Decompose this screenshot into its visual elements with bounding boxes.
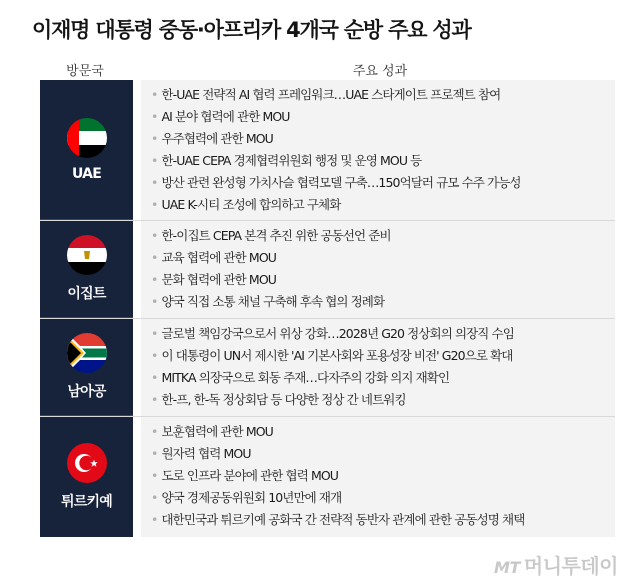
results-list [141,80,615,220]
list-item: • UAE K-시티 조성에 합의하고 구체화 [151,194,615,216]
list-item: • 이 대통령이 UN서 제시한 'AI 기본사회와 포용성장 비전' G20으로 확대 [151,345,615,367]
list-item: • 문화 협력에 관한 MOU [151,269,615,291]
table-row [40,417,615,537]
country-name: 남아공 [67,384,106,400]
watermark-name: 머니투데이 [523,554,618,578]
egypt-flag-icon [67,235,107,275]
uae-flag-icon [67,118,107,158]
results-list [141,319,615,416]
list-item: • 도로 인프라 분야에 관한 협력 MOU [151,465,615,487]
list-item: • 한-UAE 전략적 AI 협력 프레임워크…UAE 스타게이트 프로젝트 참여 [151,84,615,106]
results-list [141,417,615,537]
list-item: • MITKA 의장국으로 회동 주재…다자주의 강화 의지 재확인 [151,367,615,389]
country-cell [40,221,133,318]
country-column-header: 방문국 [66,64,104,79]
turkey-flag-icon [67,443,107,483]
results-list [141,221,615,318]
list-item: • AI 분야 협력에 관한 MOU [151,106,615,128]
page-title: 이재명 대통령 중동·아프리카 4개국 순방 주요 성과 [32,18,471,42]
list-item: • 보훈협력에 관한 MOU [151,421,615,443]
country-name: 튀르키예 [61,494,112,510]
country-name: UAE [72,165,101,182]
list-item: • 한-이집트 CEPA 본격 추진 위한 공동선언 준비 [151,225,615,247]
watermark-logo [494,550,618,579]
list-item: • 우주협력에 관한 MOU [151,128,615,150]
country-cell [40,319,133,416]
south-africa-flag-icon [67,333,107,373]
country-name: 이집트 [67,286,106,302]
list-item: • 방산 관련 완성형 가치사슬 협력모델 구축…150억달러 규모 수주 가능성 [151,172,615,194]
watermark-mark: MT [494,558,520,577]
list-item: • 양국 경제공동위원회 10년만에 재개 [151,487,615,509]
list-item: • 교육 협력에 관한 MOU [151,247,615,269]
table-row [40,319,615,417]
list-item: • 대한민국과 튀르키예 공화국 간 전략적 동반자 관계에 관한 공동성명 채택 [151,509,615,531]
results-column-header: 주요 성과 [352,64,408,79]
list-item: • 한-프, 한-독 정상회담 등 다양한 정상 간 네트워킹 [151,389,615,411]
country-cell [40,80,133,220]
table-row [40,80,615,221]
list-item: • 양국 직접 소통 채널 구축해 후속 협의 정례화 [151,291,615,313]
country-cell [40,417,133,537]
list-item: • 글로벌 책임강국으로서 위상 강화…2028년 G20 정상회의 의장직 수임 [151,323,615,345]
list-item: • 원자력 협력 MOU [151,443,615,465]
list-item: • 한-UAE CEPA 경제협력위원회 행정 및 운영 MOU 등 [151,150,615,172]
table-row [40,221,615,319]
results-table [40,80,615,537]
